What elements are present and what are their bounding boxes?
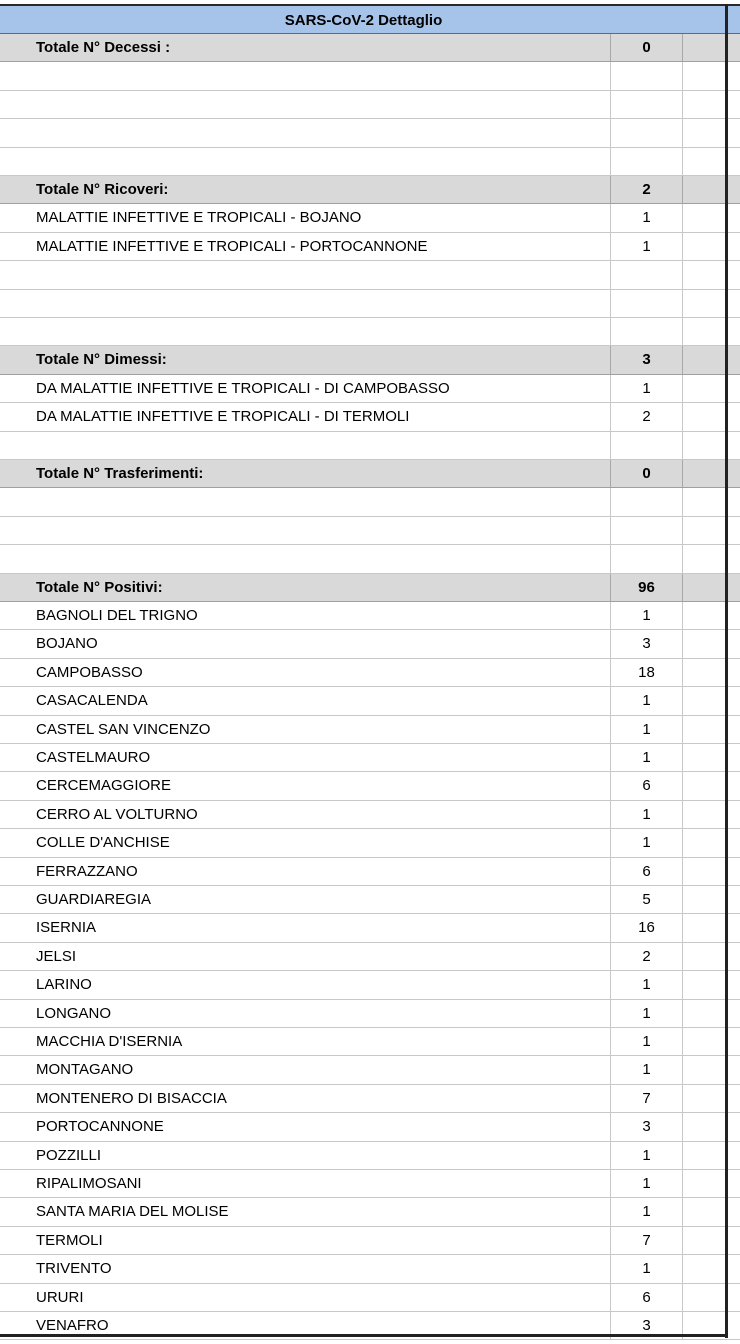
empty-cell bbox=[682, 630, 727, 657]
section-label: Totale N° Ricoveri: bbox=[36, 181, 169, 198]
table-row bbox=[0, 716, 740, 744]
empty-row bbox=[0, 261, 740, 289]
empty-cell bbox=[682, 659, 727, 686]
row-label: MONTENERO DI BISACCIA bbox=[36, 1089, 227, 1107]
row-label bbox=[0, 290, 610, 317]
row-label: GUARDIAREGIA bbox=[36, 891, 152, 908]
empty-cell bbox=[682, 1284, 727, 1311]
row-value: 1 bbox=[610, 1255, 682, 1282]
row-label bbox=[0, 119, 610, 146]
table-row bbox=[0, 204, 740, 232]
table-row bbox=[0, 1000, 740, 1028]
empty-cell bbox=[682, 1227, 727, 1254]
empty-cell bbox=[682, 91, 727, 118]
table-row bbox=[0, 1170, 740, 1198]
empty-cell bbox=[682, 943, 727, 970]
table-row bbox=[0, 1113, 740, 1141]
row-label: ISERNIA bbox=[36, 919, 97, 937]
section-total-row bbox=[0, 574, 740, 602]
empty-row bbox=[0, 488, 740, 516]
row-value: 3 bbox=[610, 1113, 682, 1140]
empty-row bbox=[0, 148, 740, 176]
section-total-row bbox=[0, 176, 740, 204]
row-label bbox=[0, 318, 610, 345]
empty-cell bbox=[682, 744, 727, 771]
empty-cell bbox=[682, 148, 727, 175]
row-label: LARINO bbox=[36, 976, 92, 994]
row-label: POZZILLI bbox=[36, 1146, 102, 1164]
table-row bbox=[0, 659, 740, 687]
empty-cell bbox=[682, 687, 727, 714]
row-label: CERCEMAGGIORE bbox=[36, 777, 172, 795]
section-total: 0 bbox=[610, 34, 682, 61]
empty-cell bbox=[682, 1113, 727, 1140]
empty-cell bbox=[682, 318, 727, 345]
row-label bbox=[0, 91, 610, 118]
row-label: TRIVENTO bbox=[36, 1260, 112, 1278]
row-value: 1 bbox=[610, 687, 682, 714]
table-row bbox=[0, 403, 740, 431]
empty-cell bbox=[682, 432, 727, 459]
table-row bbox=[0, 744, 740, 772]
row-label bbox=[0, 488, 610, 515]
empty-cell bbox=[682, 488, 727, 515]
row-label: CAMPOBASSO bbox=[36, 663, 143, 681]
sheet-header bbox=[0, 4, 740, 34]
row-value: 1 bbox=[610, 1198, 682, 1225]
empty-row bbox=[0, 290, 740, 318]
row-label bbox=[0, 545, 610, 572]
section-label: Totale N° Trasferimenti: bbox=[36, 465, 204, 482]
section-total-row bbox=[0, 34, 740, 62]
table-row bbox=[0, 829, 740, 857]
empty-row bbox=[0, 432, 740, 460]
empty-cell bbox=[682, 801, 727, 828]
empty-cell bbox=[682, 517, 727, 544]
row-value bbox=[610, 517, 682, 544]
row-label: DA MALATTIE INFETTIVE E TROPICALI - DI CAMPOBASSO bbox=[36, 379, 450, 397]
row-value: 7 bbox=[610, 1227, 682, 1254]
empty-cell bbox=[682, 1028, 727, 1055]
empty-cell bbox=[682, 346, 727, 373]
empty-row bbox=[0, 517, 740, 545]
empty-cell bbox=[682, 858, 727, 885]
empty-cell bbox=[682, 460, 727, 487]
row-value: 1 bbox=[610, 801, 682, 828]
table-row bbox=[0, 1085, 740, 1113]
row-label: MONTAGANO bbox=[36, 1061, 134, 1079]
row-value: 2 bbox=[610, 403, 682, 430]
row-label: SANTA MARIA DEL MOLISE bbox=[36, 1203, 229, 1221]
empty-cell bbox=[682, 1000, 727, 1027]
row-label: TERMOLI bbox=[36, 1231, 103, 1249]
table-row bbox=[0, 858, 740, 886]
empty-cell bbox=[682, 545, 727, 572]
row-label: FERRAZZANO bbox=[36, 862, 138, 880]
row-label: JELSI bbox=[36, 947, 77, 965]
table-row bbox=[0, 1056, 740, 1084]
row-label: CASTEL SAN VINCENZO bbox=[36, 720, 211, 738]
row-value bbox=[610, 545, 682, 572]
section-label: Totale N° Dimessi: bbox=[36, 351, 167, 369]
row-value: 1 bbox=[610, 233, 682, 260]
row-label: BAGNOLI DEL TRIGNO bbox=[36, 607, 198, 624]
row-label: BOJANO bbox=[36, 635, 98, 653]
row-label: URURI bbox=[36, 1288, 84, 1306]
table-bottom-border bbox=[0, 1334, 728, 1337]
empty-cell bbox=[682, 261, 727, 288]
table-right-border bbox=[725, 4, 728, 1338]
row-label bbox=[0, 148, 610, 175]
section-total: 96 bbox=[610, 574, 682, 601]
table-row bbox=[0, 1028, 740, 1056]
row-label bbox=[0, 517, 610, 544]
section-total: 2 bbox=[610, 176, 682, 203]
row-value: 1 bbox=[610, 716, 682, 743]
empty-cell bbox=[682, 119, 727, 146]
empty-cell bbox=[682, 1085, 727, 1112]
row-value bbox=[610, 91, 682, 118]
row-value: 1 bbox=[610, 602, 682, 629]
empty-cell bbox=[682, 1142, 727, 1169]
row-value: 18 bbox=[610, 659, 682, 686]
empty-cell bbox=[682, 1255, 727, 1282]
row-label: RIPALIMOSANI bbox=[36, 1175, 142, 1192]
row-label bbox=[0, 432, 610, 459]
empty-cell bbox=[682, 602, 727, 629]
row-label: LONGANO bbox=[36, 1004, 112, 1022]
row-value: 3 bbox=[610, 1312, 682, 1339]
row-value bbox=[610, 318, 682, 345]
row-label: PORTOCANNONE bbox=[36, 1118, 164, 1136]
table-row bbox=[0, 1198, 740, 1226]
row-value: 6 bbox=[610, 1284, 682, 1311]
row-value: 3 bbox=[610, 630, 682, 657]
row-value: 6 bbox=[610, 858, 682, 885]
empty-row bbox=[0, 91, 740, 119]
row-label: MACCHIA D'ISERNIA bbox=[36, 1033, 183, 1050]
table-row bbox=[0, 772, 740, 800]
table-row bbox=[0, 1284, 740, 1312]
row-value: 5 bbox=[610, 886, 682, 913]
empty-cell bbox=[682, 829, 727, 856]
row-value: 1 bbox=[610, 829, 682, 856]
empty-row bbox=[0, 62, 740, 90]
empty-cell bbox=[682, 716, 727, 743]
row-value: 1 bbox=[610, 744, 682, 771]
empty-cell bbox=[682, 574, 727, 601]
section-total-row bbox=[0, 460, 740, 488]
row-value: 1 bbox=[610, 1170, 682, 1197]
table-row bbox=[0, 1227, 740, 1255]
row-value bbox=[610, 119, 682, 146]
table-row bbox=[0, 1142, 740, 1170]
empty-cell bbox=[682, 1056, 727, 1083]
row-value: 6 bbox=[610, 772, 682, 799]
row-value: 2 bbox=[610, 943, 682, 970]
empty-cell bbox=[682, 1198, 727, 1225]
empty-cell bbox=[682, 62, 727, 89]
row-value bbox=[610, 432, 682, 459]
row-label: VENAFRO bbox=[36, 1317, 109, 1334]
row-value bbox=[610, 261, 682, 288]
table-row bbox=[0, 375, 740, 403]
row-value: 16 bbox=[610, 914, 682, 941]
row-value: 7 bbox=[610, 1085, 682, 1112]
empty-cell bbox=[682, 233, 727, 260]
row-label: MALATTIE INFETTIVE E TROPICALI - PORTOCANNONE bbox=[36, 237, 428, 255]
empty-cell bbox=[682, 375, 727, 402]
table-row bbox=[0, 602, 740, 630]
empty-row bbox=[0, 318, 740, 346]
section-label: Totale N° Positivi: bbox=[36, 578, 163, 596]
row-value: 1 bbox=[610, 204, 682, 231]
row-value: 1 bbox=[610, 1142, 682, 1169]
row-value: 1 bbox=[610, 1056, 682, 1083]
row-value: 1 bbox=[610, 1028, 682, 1055]
row-label: CASACALENDA bbox=[36, 692, 148, 710]
empty-row bbox=[0, 545, 740, 573]
table-row bbox=[0, 971, 740, 999]
row-value: 1 bbox=[610, 375, 682, 402]
row-value: 1 bbox=[610, 971, 682, 998]
table-row bbox=[0, 801, 740, 829]
row-label: MALATTIE INFETTIVE E TROPICALI - BOJANO bbox=[36, 209, 362, 227]
sheet-title: SARS-CoV-2 Dettaglio bbox=[284, 12, 443, 29]
empty-cell bbox=[682, 204, 727, 231]
row-value bbox=[610, 290, 682, 317]
section-total: 0 bbox=[610, 460, 682, 487]
empty-cell bbox=[682, 403, 727, 430]
empty-cell bbox=[682, 914, 727, 941]
table-row bbox=[0, 914, 740, 942]
table-row bbox=[0, 630, 740, 658]
empty-cell bbox=[682, 176, 727, 203]
row-label: CERRO AL VOLTURNO bbox=[36, 805, 198, 823]
empty-cell bbox=[682, 34, 727, 61]
row-label: CASTELMAURO bbox=[36, 749, 151, 766]
row-label bbox=[0, 261, 610, 288]
row-value bbox=[610, 148, 682, 175]
row-value: 1 bbox=[610, 1000, 682, 1027]
section-total: 3 bbox=[610, 346, 682, 373]
row-label: DA MALATTIE INFETTIVE E TROPICALI - DI TERMOLI bbox=[36, 408, 410, 426]
table-row bbox=[0, 1255, 740, 1283]
empty-cell bbox=[682, 971, 727, 998]
row-value bbox=[610, 62, 682, 89]
row-label bbox=[0, 62, 610, 89]
section-total-row bbox=[0, 346, 740, 374]
table-row bbox=[0, 687, 740, 715]
empty-cell bbox=[682, 290, 727, 317]
table-row bbox=[0, 943, 740, 971]
table-row bbox=[0, 233, 740, 261]
row-label: COLLE D'ANCHISE bbox=[36, 834, 170, 852]
empty-cell bbox=[682, 772, 727, 799]
section-label: Totale N° Decessi : bbox=[36, 39, 171, 56]
empty-cell bbox=[682, 886, 727, 913]
table-row bbox=[0, 886, 740, 914]
row-value bbox=[610, 488, 682, 515]
empty-row bbox=[0, 119, 740, 147]
empty-cell bbox=[682, 1170, 727, 1197]
